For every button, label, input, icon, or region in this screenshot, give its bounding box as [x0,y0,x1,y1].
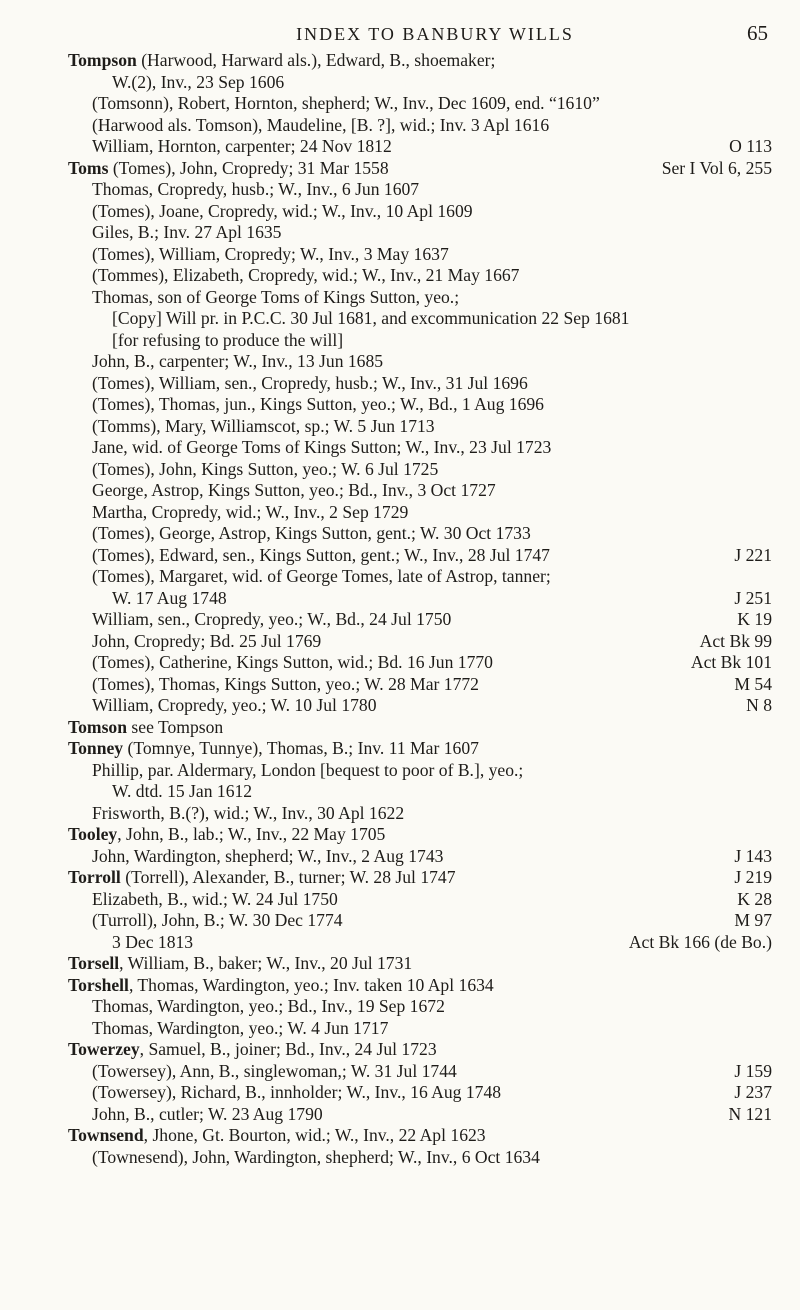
entry-text: Thomas, Wardington, yeo.; W. 4 Jun 1717 [92,1017,389,1038]
index-entry [68,179,772,201]
entry-text: (Tomes), John, Cropredy; 31 Mar 1558 [108,157,389,178]
index-entry [68,1104,772,1126]
index-entry [68,846,772,868]
entry-text: [Copy] Will pr. in P.C.C. 30 Jul 1681, and excommunication 22 Sep 1681 [112,308,630,328]
index-entry [68,566,772,588]
surname: Tompson [68,50,137,70]
register-reference: J 143 [724,846,772,868]
entry-text: (Tomes), Joane, Cropredy, wid.; W., Inv., 10 Apl 1609 [92,200,473,221]
index-entry [68,373,772,395]
index-entry-surname [68,953,772,975]
register-reference: O 113 [719,136,772,158]
entry-text: see Tompson [127,716,224,737]
entry-text: (Townesend), John, Wardington, shepherd; W., Inv., 6 Oct 1634 [92,1146,540,1167]
index-entry [68,201,772,223]
index-entry-continuation [68,308,772,330]
entry-text: William, Cropredy, yeo.; W. 10 Jul 1780 [92,695,377,715]
entry-text: (Turroll), John, B.; W. 30 Dec 1774 [92,910,343,930]
entry-text: Elizabeth, B., wid.; W. 24 Jul 1750 [92,888,338,909]
register-reference: Ser I Vol 6, 255 [652,158,772,180]
index-entry [68,136,772,158]
surname: Toms [68,157,109,178]
register-reference: Act Bk 99 [690,631,772,653]
register-reference: J 219 [724,867,772,889]
entry-text: W. dtd. 15 Jan 1612 [112,781,253,801]
register-reference: K 28 [727,889,772,911]
index-entry [68,265,772,287]
entry-text: Phillip, par. Aldermary, London [bequest to poor of B.], yeo.; [92,759,524,780]
index-entry [68,351,772,373]
page-number: 65 [747,21,768,45]
index-entry-surname [68,824,772,846]
entry-text: (Tomnye, Tunnye), Thomas, B.; Inv. 11 Mar 1607 [123,738,479,758]
index-entry [68,652,772,674]
entry-text: (Tomsonn), Robert, Hornton, shepherd; W., Inv., Dec 1609, end. “1610” [92,93,600,113]
entry-text: (Tomes), Thomas, Kings Sutton, yeo.; W. 28 Mar 1772 [92,673,479,694]
surname: Tonney [68,738,124,758]
entry-text: , Thomas, Wardington, yeo.; Inv. taken 10 Apl 1634 [128,974,494,995]
index-entry-continuation [68,72,772,94]
entry-text: William, Hornton, carpenter; 24 Nov 1812 [92,136,392,156]
register-reference: M 97 [724,910,772,932]
entry-text: Thomas, Wardington, yeo.; Bd., Inv., 19 Sep 1672 [92,996,445,1016]
entry-text: (Tomes), Thomas, jun., Kings Sutton, yeo.; W., Bd., 1 Aug 1696 [92,394,544,414]
index-entry [68,459,772,481]
index-entry [68,287,772,309]
entry-text: John, Cropredy; Bd. 25 Jul 1769 [92,630,322,651]
register-reference: J 237 [724,1082,772,1104]
register-reference: K 19 [727,609,772,631]
index-entry [68,996,772,1018]
index-entry-surname [68,50,772,72]
entry-text: (Harwood, Harward als.), Edward, B., shoemaker; [136,50,496,70]
entry-text: (Tomes), George, Astrop, Kings Sutton, gent.; W. 30 Oct 1733 [92,523,531,543]
index-entry [68,760,772,782]
entry-text: George, Astrop, Kings Sutton, yeo.; Bd., Inv., 3 Oct 1727 [92,480,496,500]
index-entry-surname [68,1125,772,1147]
index-entry-surname [68,738,772,760]
index-entry-continuation [68,781,772,803]
index-entry [68,910,772,932]
register-reference: N 121 [719,1104,773,1126]
entry-text: Giles, B.; Inv. 27 Apl 1635 [92,222,282,242]
entry-text: (Towersey), Ann, B., singlewoman,; W. 31 Jul 1744 [92,1060,457,1081]
index-entry [68,1082,772,1104]
index-entry [68,523,772,545]
index-entry-surname [68,158,772,180]
surname: Torshell [68,974,129,995]
index-entry [68,502,772,524]
index-entry [68,609,772,631]
index-entry-continuation [68,588,772,610]
index-entry [68,889,772,911]
register-reference: J 159 [724,1061,772,1083]
register-reference: N 8 [736,695,772,717]
index-entry-surname [68,717,772,739]
surname: Tooley [68,824,118,844]
index-entry [68,674,772,696]
index-entry-surname [68,867,772,889]
entry-text: John, Wardington, shepherd; W., Inv., 2 Aug 1743 [92,845,444,866]
index-entry [68,631,772,653]
register-reference: J 221 [724,545,772,567]
surname: Towerzey [68,1039,140,1059]
entry-text: Frisworth, B.(?), wid.; W., Inv., 30 Apl 1622 [92,802,405,823]
entry-text: (Tomms), Mary, Williamscot, sp.; W. 5 Jun 1713 [92,415,435,436]
index-entries [68,50,772,1168]
entry-text: , Jhone, Gt. Bourton, wid.; W., Inv., 22 Apl 1623 [143,1125,486,1145]
index-entry [68,437,772,459]
page-header [68,10,772,50]
index-entry [68,93,772,115]
index-entry [68,480,772,502]
register-reference: J 251 [724,588,772,610]
entry-text: , John, B., lab.; W., Inv., 22 May 1705 [117,824,386,844]
entry-text: (Tomes), Edward, sen., Kings Sutton, gent.; W., Inv., 28 Jul 1747 [92,544,550,565]
register-reference: M 54 [724,674,772,696]
index-entry-surname [68,1039,772,1061]
entry-text: (Harwood als. Tomson), Maudeline, [B. ?], wid.; Inv. 3 Apl 1616 [92,114,550,135]
index-entry [68,695,772,717]
index-entry [68,1018,772,1040]
entry-text: , Samuel, B., joiner; Bd., Inv., 24 Jul 1723 [139,1039,437,1059]
surname: Torsell [68,953,120,973]
index-entry [68,222,772,244]
entry-text: Jane, wid. of George Toms of Kings Sutton; W., Inv., 23 Jul 1723 [92,437,552,457]
surname: Townsend [68,1125,144,1145]
entry-text: (Towersey), Richard, B., innholder; W., Inv., 16 Aug 1748 [92,1082,502,1102]
entry-text: W.(2), Inv., 23 Sep 1606 [112,71,285,92]
entry-text: John, B., cutler; W. 23 Aug 1790 [92,1103,323,1124]
entry-text: (Tomes), Catherine, Kings Sutton, wid.; Bd. 16 Jun 1770 [92,652,493,672]
register-reference: Act Bk 166 (de Bo.) [619,932,772,954]
index-entry-surname [68,975,772,997]
entry-text: (Torrell), Alexander, B., turner; W. 28 Jul 1747 [120,867,456,887]
index-entry [68,545,772,567]
index-entry [68,244,772,266]
entry-text: William, sen., Cropredy, yeo.; W., Bd., 24 Jul 1750 [92,609,452,629]
index-entry [68,115,772,137]
entry-text: (Tomes), John, Kings Sutton, yeo.; W. 6 Jul 1725 [92,458,439,479]
index-entry [68,394,772,416]
surname: Tomson [68,716,128,737]
running-head: INDEX TO BANBURY WILLS [296,24,574,44]
entry-text: W. 17 Aug 1748 [112,587,227,608]
surname: Torroll [68,867,121,887]
index-entry [68,803,772,825]
entry-text: John, B., carpenter; W., Inv., 13 Jun 1685 [92,351,384,371]
entry-text: [for refusing to produce the will] [112,329,344,350]
index-entry [68,1061,772,1083]
register-reference: Act Bk 101 [681,652,772,674]
entry-text: (Tomes), William, Cropredy; W., Inv., 3 May 1637 [92,243,449,264]
index-entry [68,1147,772,1169]
index-entry-continuation [68,330,772,352]
entry-text: Martha, Cropredy, wid.; W., Inv., 2 Sep 1729 [92,501,409,522]
entry-text: (Tommes), Elizabeth, Cropredy, wid.; W., Inv., 21 May 1667 [92,265,520,285]
entry-text: Thomas, Cropredy, husb.; W., Inv., 6 Jun 1607 [92,179,420,199]
entry-text: 3 Dec 1813 [112,931,194,952]
entry-text: Thomas, son of George Toms of Kings Sutton, yeo.; [92,286,460,307]
index-entry [68,416,772,438]
entry-text: (Tomes), William, sen., Cropredy, husb.; W., Inv., 31 Jul 1696 [92,372,528,393]
index-entry-continuation [68,932,772,954]
entry-text: (Tomes), Margaret, wid. of George Tomes, late of Astrop, tanner; [92,566,551,586]
entry-text: , William, B., baker; W., Inv., 20 Jul 1731 [119,953,413,973]
